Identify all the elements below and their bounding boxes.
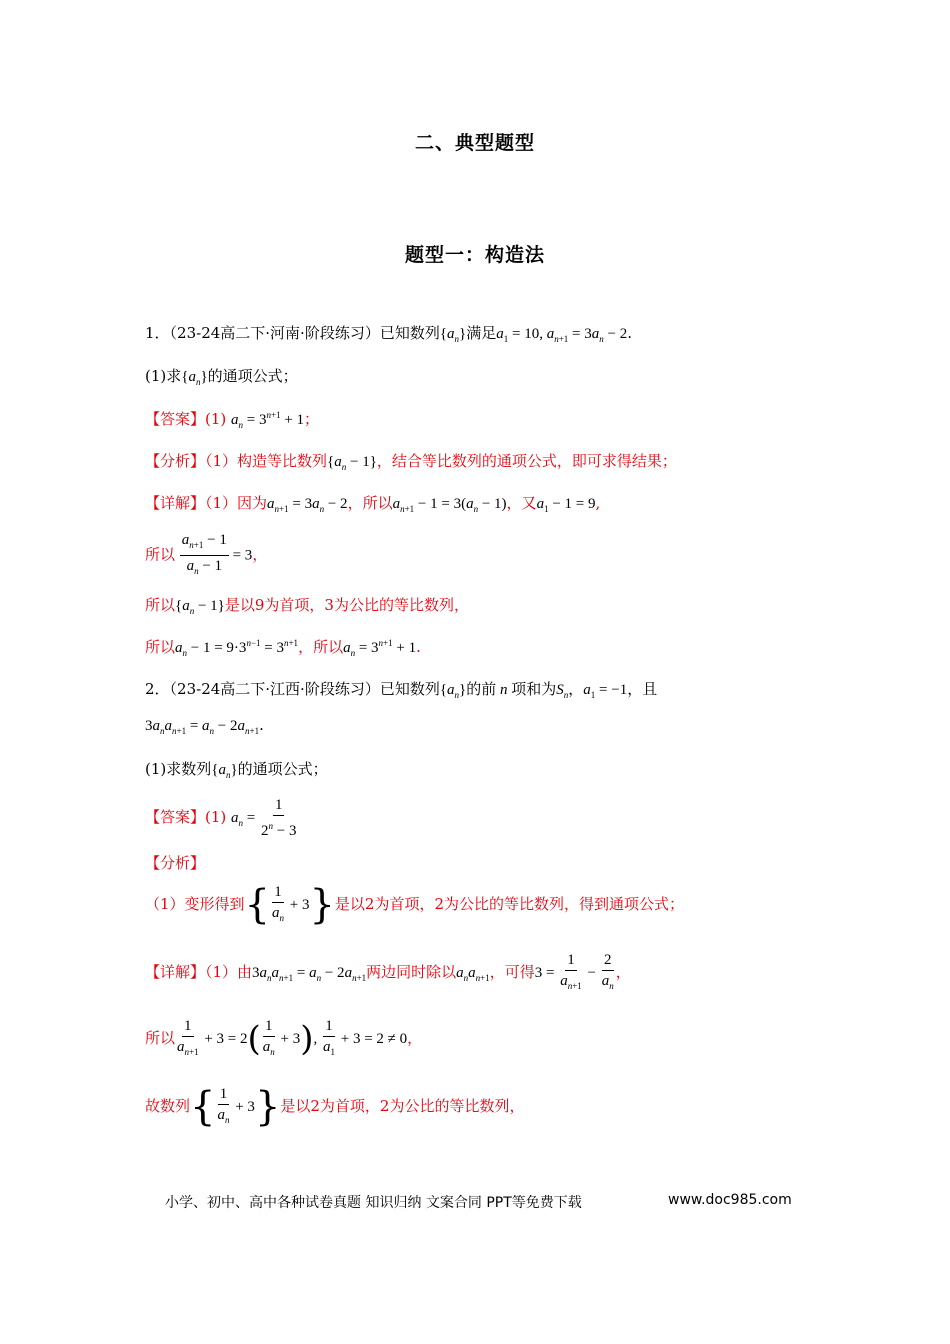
q2-answer: 【答案】(1) $a_n$ = $\frac{1}{2^n - 3}$ <box>145 797 297 839</box>
q2-detail-line3: 故数列{ $\frac{1}{a_n}$ + 3}是以2为首项，2为公比的等比数列， <box>145 1084 525 1130</box>
q1-detail-line1: 【详解】（1）因为$a_{n+1} = 3a_n - 2$，所以$a_{n+1} - 1 = 3(a_n - 1)$，又$a_1 - 1 = 9$, <box>145 494 601 514</box>
q1-part1: (1)求$\{a_n\}$的通项公式； <box>145 367 298 387</box>
q1-analysis: 【分析】（1）构造等比数列$\{a_n - 1\}$，结合等比数列的通项公式，即可求得结果； <box>145 452 677 472</box>
q1-detail-line3: 所以$\{a_n - 1\}$是以9为首项，3为公比的等比数列， <box>145 596 469 616</box>
q2-stem-line2: $3a_na_{n+1} = a_n - 2a_{n+1}$. <box>145 716 264 736</box>
q2-stem-line1: 2．（23-24高二下·江西·阶段练习）已知数列$\{a_n\}$的前 n 项和为$S_n$，$a_1 = -1$，且 <box>145 680 658 700</box>
q1-stem: 1．（23-24高二下·河南·阶段练习）已知数列$\{a_n\}$满足$a_1 = 10$, $a_{n+1} = 3a_n - 2$. <box>145 324 633 344</box>
q2-analysis-tag: 【分析】 <box>145 854 206 872</box>
q2-detail-line1: 【详解】（1）由$3a_na_{n+1} = a_n - 2a_{n+1}$两边同时除以$a_na_{n+1}$，可得3 = $\frac{1}{a_{n+1}}$ − $\frac{2}{a_n}$ ， <box>145 952 631 991</box>
q2-analysis-line: （1）变形得到{ $\frac{1}{a_n}$ + 3}是以2为首项，2为公比的等比数列，得到通项公式； <box>145 882 685 928</box>
q2-part1: (1)求数列$\{a_n\}$的通项公式； <box>145 760 328 780</box>
q1-answer: 【答案】(1) $a_n = 3^{n+1} + 1$； <box>145 410 320 430</box>
q1-detail-line4: 所以$a_n - 1 = 9\cdot 3^{n-1} = 3^{n+1}$，所以$a_n = 3^{n+1} + 1$. <box>145 638 421 658</box>
q2-detail-line2: 所以 $\frac{1}{a_{n+1}}$ + 3 = 2( $\frac{1}{a_n}$ + 3), $\frac{1}{a_1}$ + 3 = 2 ≠ 0， <box>145 1018 423 1059</box>
footer-text: 小学、初中、高中各种试卷真题 知识归纳 文案合同 PPT等免费下载 <box>165 1195 582 1211</box>
footer-link[interactable]: www.doc985.com <box>668 1192 792 1208</box>
question-type-title: 题型一：构造法 <box>404 244 545 266</box>
section-title: 二、典型题型 <box>414 132 535 154</box>
q1-detail-line2: 所以 $\frac{a_{n+1} - 1}{a_n - 1}$ = 3， <box>145 532 268 576</box>
